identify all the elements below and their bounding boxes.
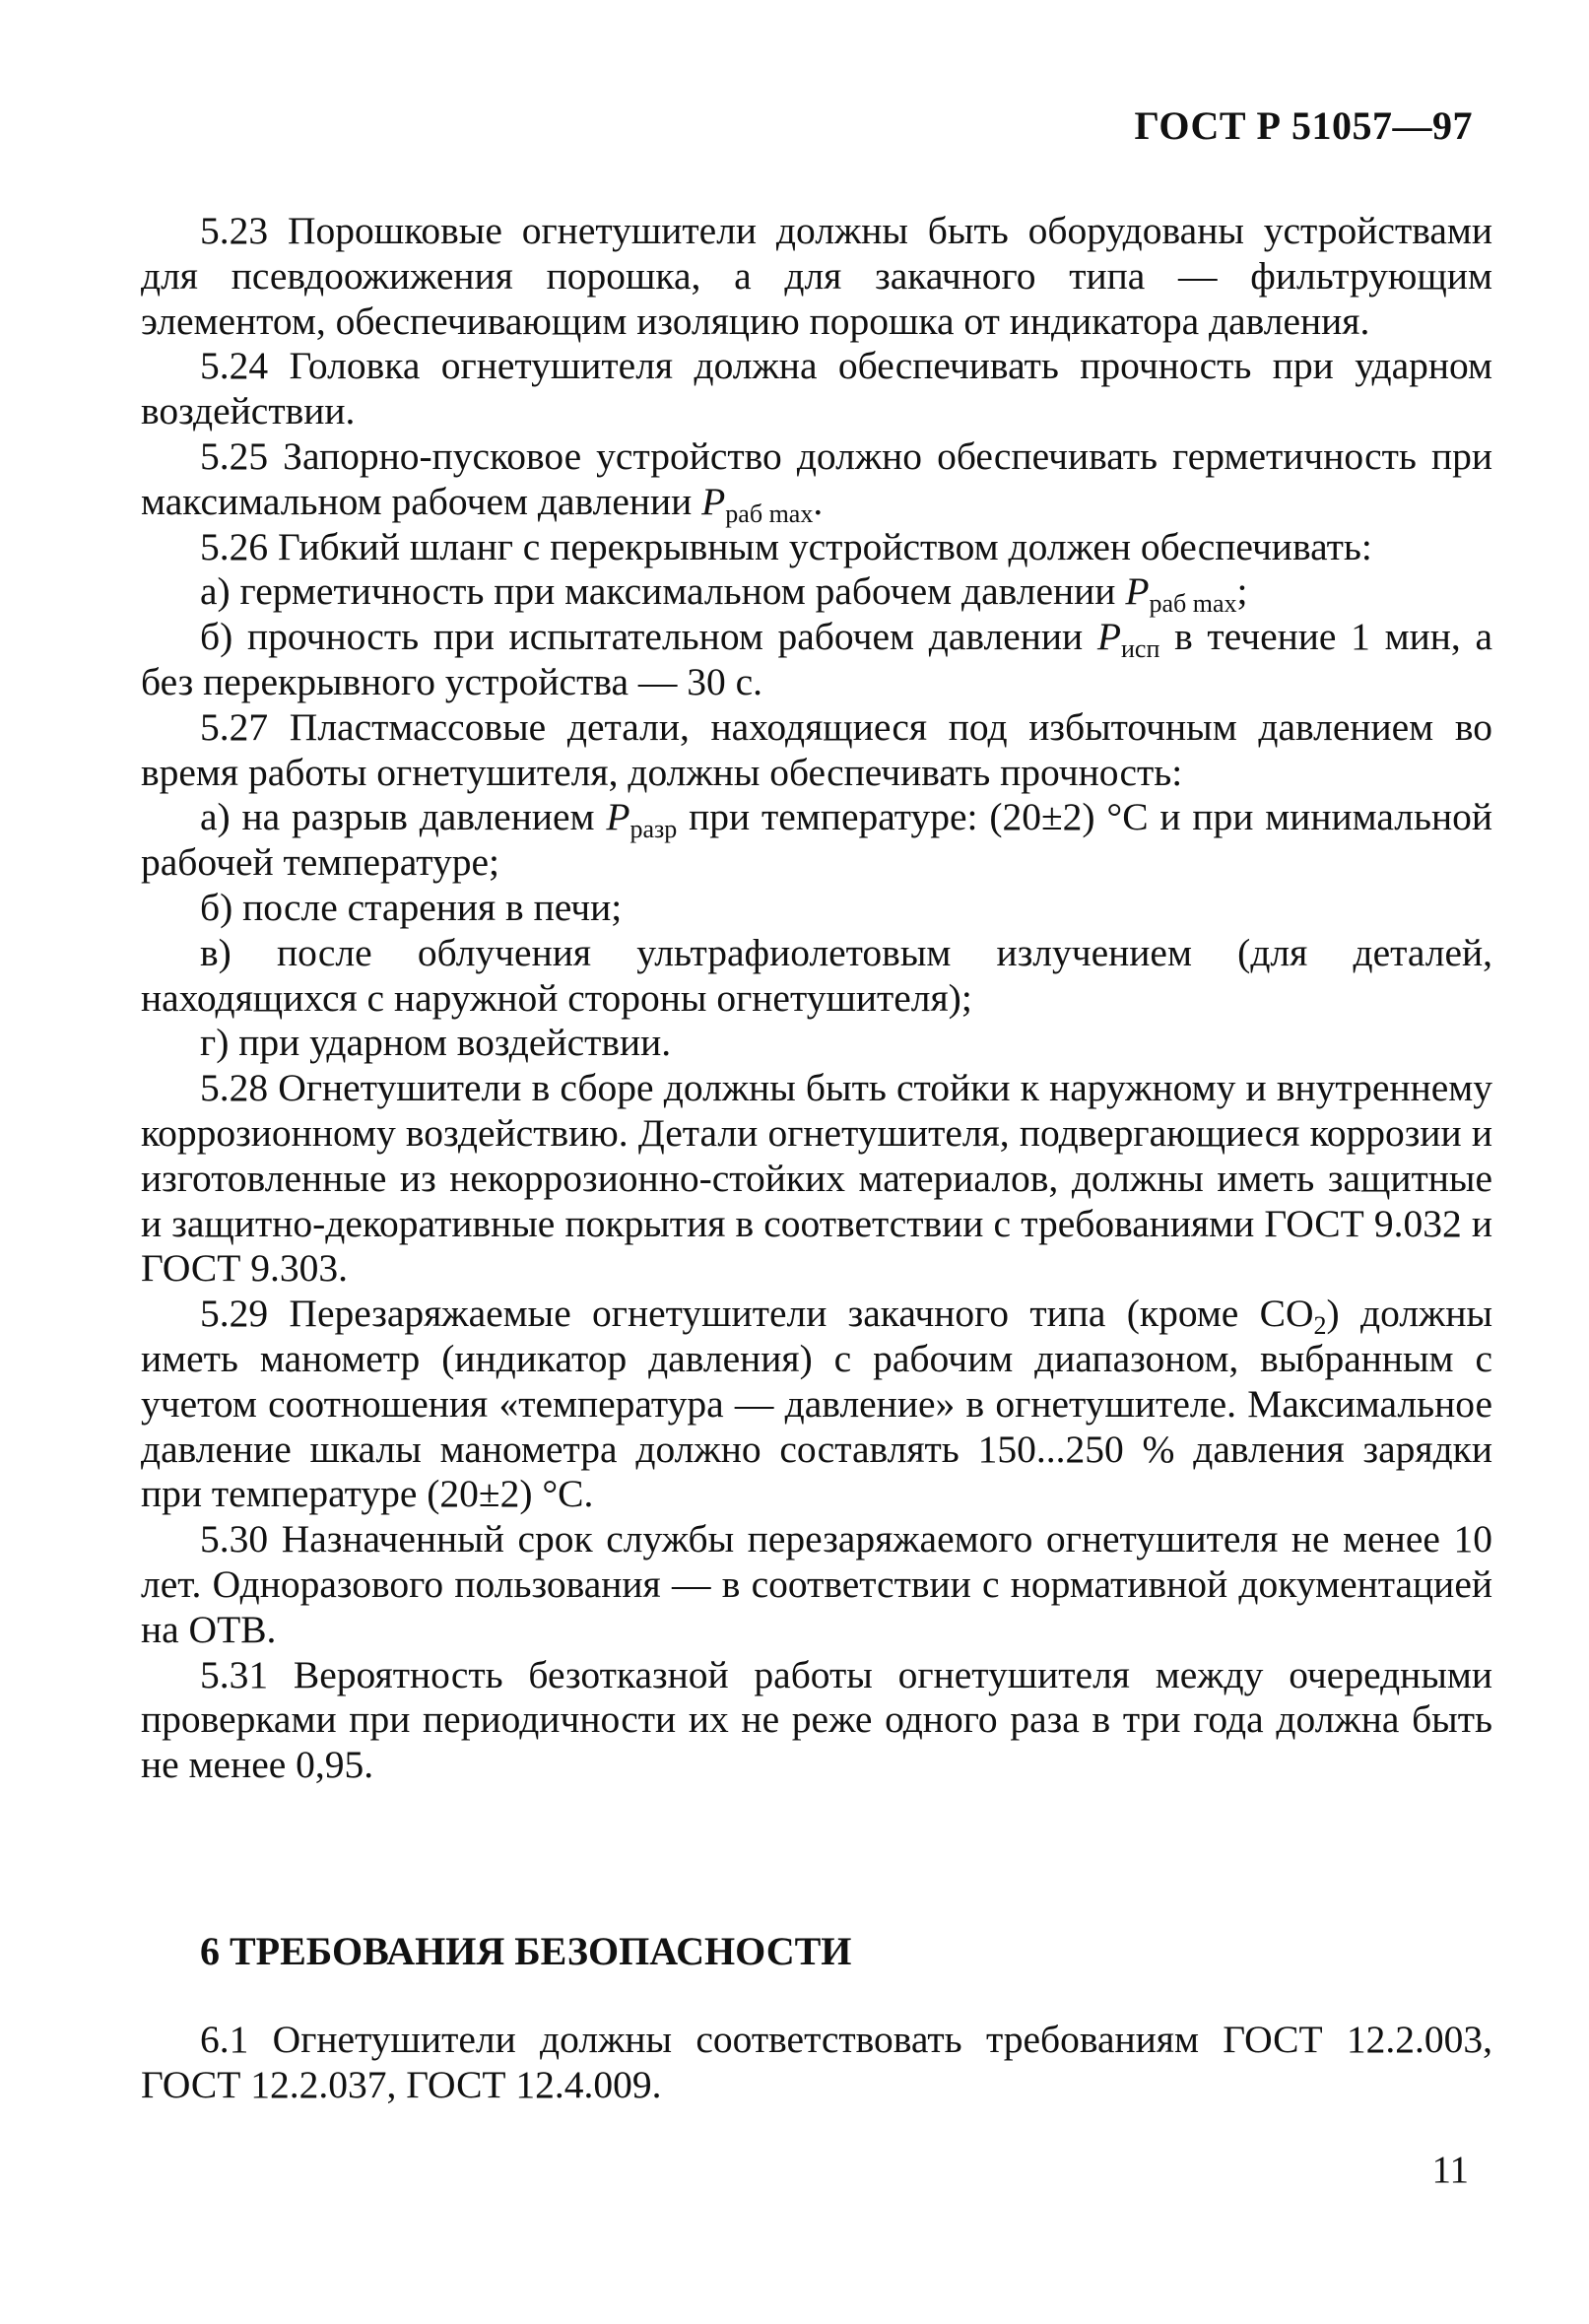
paragraph-5-29 <box>141 1292 1492 1517</box>
paragraph-5-24: 5.24 Головка огнетушителя должна обеспечивать прочность при ударном воздействии. <box>141 344 1492 433</box>
paragraph-5-27-c: в) после облучения ультрафиолетовым излучением (для деталей, находящихся с наружной стороны огнетушителя); <box>141 930 1492 1020</box>
section-heading: 6 ТРЕБОВАНИЯ БЕЗОПАСНОСТИ <box>200 1929 852 1973</box>
paragraph-5-27-a-text: а) на разрыв давлением <box>200 795 607 839</box>
pressure-symbol: P <box>701 479 726 523</box>
paragraph-5-25 <box>141 433 1492 528</box>
pressure-subscript: разр <box>629 815 678 844</box>
paragraph-5-26-a-text: а) герметичность при максимальном рабочем давлении <box>200 569 1126 614</box>
document-body <box>141 209 1492 1788</box>
page-number: 11 <box>1431 2149 1469 2191</box>
paragraph-5-25-end: . <box>813 479 824 523</box>
paragraph-5-26-b <box>141 615 1492 705</box>
paragraph-5-27-a <box>141 795 1492 886</box>
pressure-subscript: раб max <box>1149 589 1237 619</box>
pressure-symbol: P <box>1096 615 1121 659</box>
paragraph-5-27-a-end: при температуре: (20±2) °С и при минимальной рабочей температуре; <box>141 795 1492 885</box>
paragraph-5-29-text: 5.29 Перезаряжаемые огнетушители закачного типа (кроме СО <box>200 1292 1314 1336</box>
paragraph-5-31: 5.31 Вероятность безотказной работы огнетушителя между очередными проверками при периодичности их не реже одного раза в три года должна быть не менее 0,95. <box>141 1652 1492 1787</box>
paragraph-5-26-a-end: ; <box>1236 569 1248 614</box>
pressure-symbol: P <box>1125 569 1150 614</box>
section-6-body <box>141 2018 1492 2108</box>
paragraph-5-30: 5.30 Назначенный срок службы перезаряжаемого огнетушителя не менее 10 лет. Одноразового пользования — в соответствии с нормативной документацией на ОТВ. <box>141 1517 1492 1651</box>
paragraph-5-27-d: г) при ударном воздействии. <box>200 1021 672 1065</box>
pressure-subscript: исп <box>1120 634 1160 664</box>
paragraph-6-1: 6.1 Огнетушители должны соответствовать требованиям ГОСТ 12.2.003, ГОСТ 12.2.037, ГОСТ 12.4.009. <box>141 2018 1492 2106</box>
paragraph-5-28: 5.28 Огнетушители в сборе должны быть стойки к наружному и внутреннему коррозионному воздействию. Детали огнетушителя, подвергающиеся коррозии и изготовленные из некоррозионно-стойких материалов, должны иметь защитные и защитно-декоративные покрытия в соответствии с требованиями ГОСТ 9.032 и ГОСТ 9.303. <box>141 1066 1492 1291</box>
paragraph-5-27: 5.27 Пластмассовые детали, находящиеся под избыточным давлением во время работы огнетушителя, должны обеспечивать прочность: <box>141 704 1492 794</box>
paragraph-5-25-text: 5.25 Запорно-пусковое устройство должно обеспечивать герметичность при максимальном рабочем давлении <box>141 433 1492 523</box>
paragraph-5-26-a <box>141 569 1492 619</box>
paragraph-5-29-end: ) должны иметь манометр (индикатор давления) с рабочим диапазоном, выбранным с учетом соотношения «температура — давление» в огнетушителе. Максимальное давление шкалы манометра должно составлять 150...250 % давления зарядки при температуре (20±2) °С. <box>141 1292 1492 1516</box>
pressure-subscript: раб max <box>725 498 814 528</box>
pressure-symbol: P <box>606 795 630 839</box>
paragraph-5-27-b: б) после старения в печи; <box>200 885 623 929</box>
paragraph-5-26-b-text: б) прочность при испытательном рабочем давлении <box>200 615 1097 659</box>
document-header: ГОСТ Р 51057—97 <box>1134 103 1473 148</box>
paragraph-5-23: 5.23 Порошковые огнетушители должны быть оборудованы устройствами для псевдоожижения порошка, а для закачного типа — фильтрующим элементом, обеспечивающим изоляцию порошка от индикатора давления. <box>141 209 1492 343</box>
paragraph-5-26: 5.26 Гибкий шланг с перекрывным устройством должен обеспечивать: <box>200 524 1372 568</box>
paragraph-5-26-b-end: в течение 1 мин, а без перекрывного устройства — 30 с. <box>141 615 1492 703</box>
co2-subscript: 2 <box>1313 1311 1327 1341</box>
